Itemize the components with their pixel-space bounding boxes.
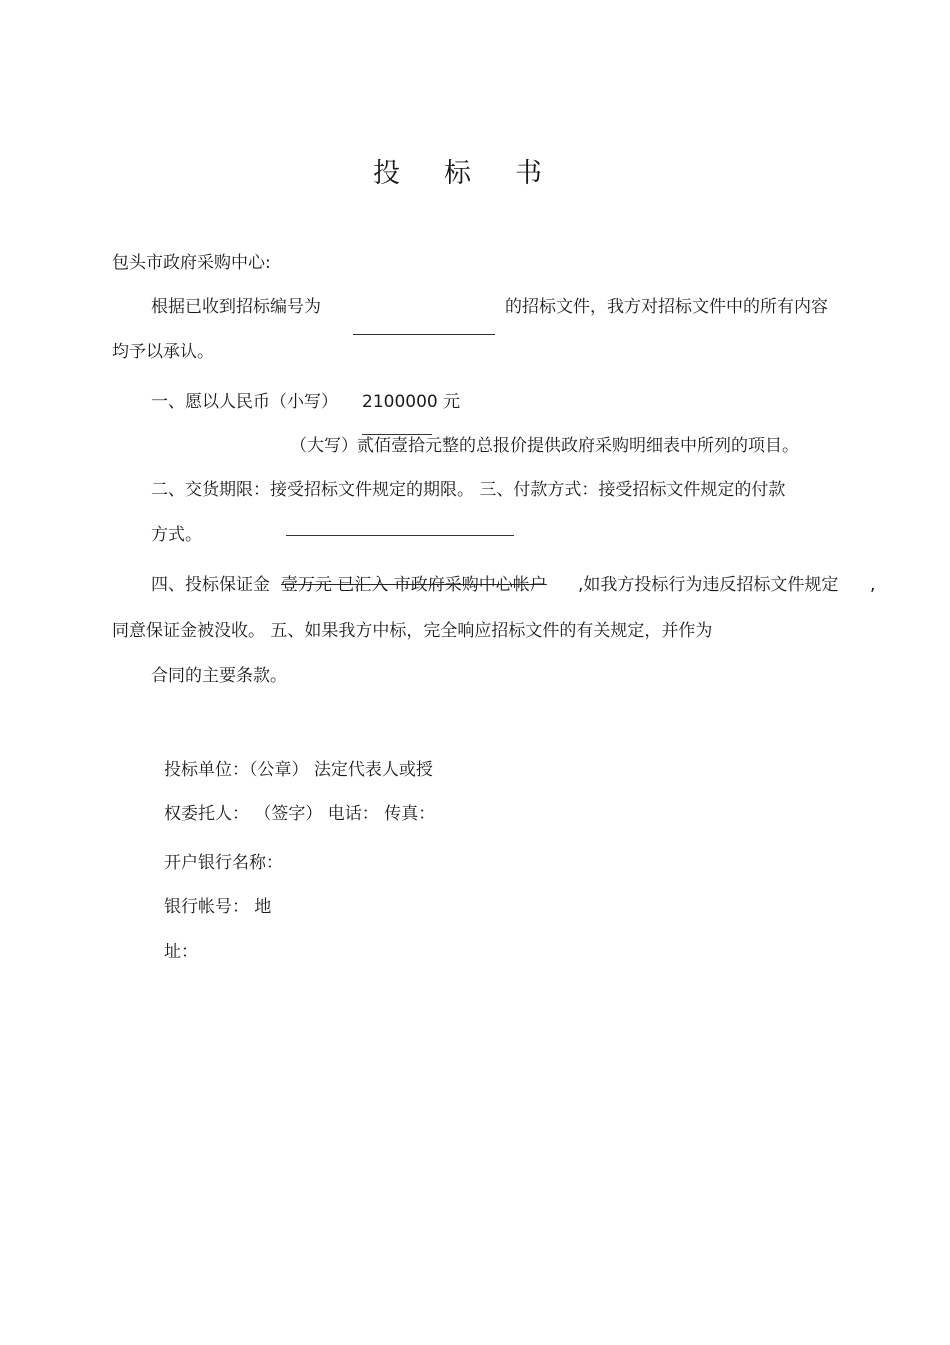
title-char-2: 标 bbox=[444, 158, 471, 189]
item2-cont: 方式。 bbox=[151, 525, 202, 545]
item4-cont2: 合同的主要条款。 bbox=[151, 666, 287, 686]
item1-upper-label: （大写） bbox=[290, 436, 358, 456]
title-char-1: 投 bbox=[373, 158, 400, 189]
item4-label: 四、投标保证金 bbox=[151, 575, 270, 595]
item4-rest: ,如我方投标行为违反招标文件规定 bbox=[578, 575, 839, 595]
signature-line-2: 权委托人： （签字） 电话： 传真： bbox=[164, 804, 436, 824]
item1-upper-text: 贰佰壹拾元整的总报价提供政府采购明细表中所列的项目。 bbox=[357, 436, 799, 456]
para1-before: 根据已收到招标编号为 bbox=[151, 297, 321, 317]
signature-line-3: 开户银行名称： bbox=[164, 853, 283, 873]
bid-number-blank bbox=[353, 334, 495, 335]
para1-cont: 均予以承认。 bbox=[112, 342, 214, 362]
title-char-3: 书 bbox=[515, 158, 542, 189]
item1-label: 一、愿以人民币（小写） bbox=[151, 392, 338, 412]
item4-cont: 同意保证金被没收。 五、如果我方中标，完全响应招标文件的有关规定，并作为 bbox=[112, 621, 713, 641]
payment-blank bbox=[286, 535, 514, 536]
addressee: 包头市政府采购中心: bbox=[112, 253, 271, 273]
page-title bbox=[373, 160, 542, 187]
signature-line-5: 址： bbox=[164, 942, 198, 962]
signature-line-4: 银行帐号： 地 bbox=[164, 897, 272, 917]
signature-line-1: 投标单位：（公章） 法定代表人或授 bbox=[164, 760, 433, 780]
item2-line: 二、交货期限：接受招标文件规定的期限。 三、付款方式：接受招标文件规定的付款 bbox=[151, 480, 786, 500]
para1-after: 的招标文件，我方对招标文件中的所有内容 bbox=[505, 297, 828, 317]
item4-comma: , bbox=[870, 575, 876, 595]
item4-struck: 壹万元 已汇入 市政府采购中心帐户 bbox=[281, 575, 547, 595]
amount-underline bbox=[362, 434, 432, 435]
item1-amount: 2100000 元 bbox=[362, 392, 461, 412]
